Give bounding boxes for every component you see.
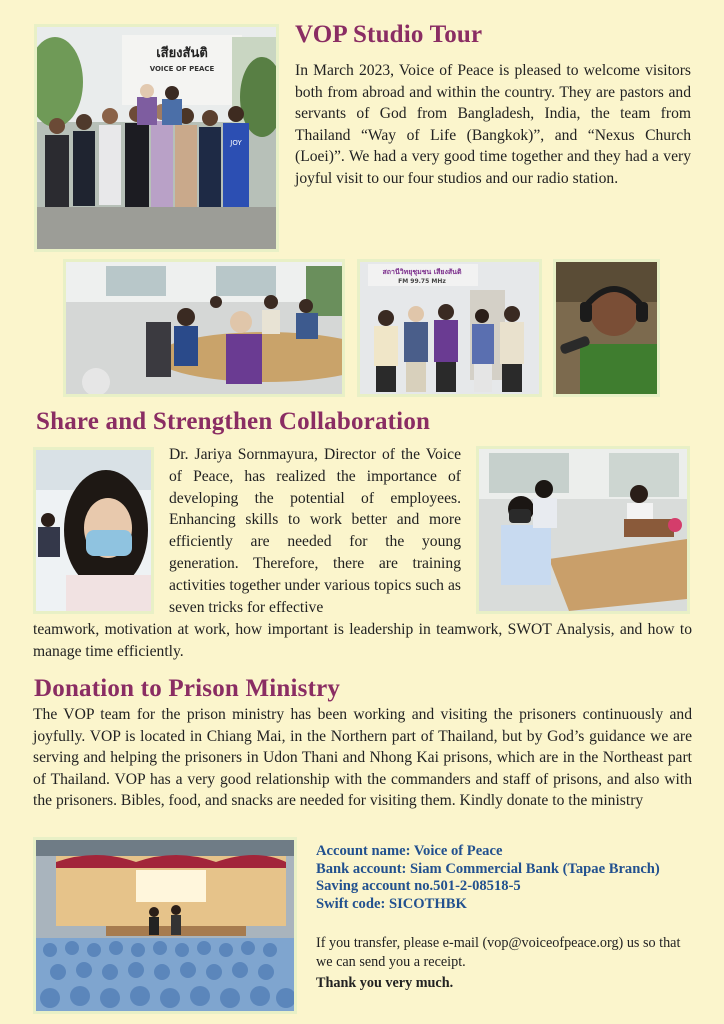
thank-you-note: Thank you very much. — [316, 975, 454, 991]
collaboration-body-narrow: Dr. Jariya Sornmayura, Director of the Voice of Peace, has realized the importance of developing the potential of employees. Enhancing skills to work better and more efficiently are needed for the young generation. Therefore, there are training activities together under various topics such as seven tricks for effective — [169, 446, 461, 616]
meeting-room-photo — [63, 259, 345, 397]
studio-tour-title: VOP Studio Tour — [295, 21, 483, 48]
bank-account-details — [316, 843, 696, 913]
transfer-note: If you transfer, please e-mail (vop@voiceofpeace.org) us so that we can send you a receipt. — [316, 935, 681, 970]
swift-code: Swift code: SICOTHBK — [316, 895, 467, 912]
dj-headphones-photo — [553, 259, 660, 397]
saving-account-number: Saving account no.501-2-08518-5 — [316, 878, 521, 894]
account-name: Account name: Voice of Peace — [316, 843, 503, 859]
prison-ministry-title: Donation to Prison Ministry — [34, 675, 341, 702]
joy-shirt-text: JOY — [230, 139, 242, 147]
studio-tour-body: In March 2023, Voice of Peace is pleased to welcome visitors both from abroad and within the country. They are pastors and servants of God from Bangladesh, India, the team from Thailand “Way of Life (Bangkok)”, and “Nexus Church (Loei)”. We had a very good time together and they had a very joyful visit to our four studios and our radio station. — [295, 62, 691, 187]
vop-sign-thai: เสียงสันติ — [156, 46, 208, 61]
radio-station-photo — [357, 259, 542, 397]
training-activity-photo — [476, 446, 690, 614]
prison-ministry-body: The VOP team for the prison ministry has been working and visiting the prisoners continuously and joyfully. VOP is located in Chiang Mai, in the Northern part of Thailand, but by God’s guidance we are serving and helping the prisoners in Udon Thani and Nhong Kai prisons, which are in the Northeast part of Thailand. VOP has a very good relationship with the commanders and staff of prisons, and also with the prisoners. Bibles, food, and snacks are needed for visiting them. Kindly donate to the ministry — [33, 706, 692, 809]
studio-group-photo — [34, 24, 279, 252]
bank-account: Bank account: Siam Commercial Bank (Tapae Branch) — [316, 860, 660, 877]
station-sign-freq: FM 99.75 MHz — [398, 278, 446, 285]
prison-gathering-photo — [33, 837, 297, 1014]
collaboration-title: Share and Strengthen Collaboration — [36, 408, 431, 435]
vop-sign-english: VOICE OF PEACE — [149, 65, 215, 73]
collaboration-body-wide: teamwork, motivation at work, how important is leadership in teamwork, SWOT Analysis, and how to manage time efficiently. — [33, 621, 692, 660]
director-selfie-photo — [33, 447, 154, 614]
station-sign-thai: สถานีวิทยุชุมชน เสียงสันติ — [382, 268, 462, 276]
